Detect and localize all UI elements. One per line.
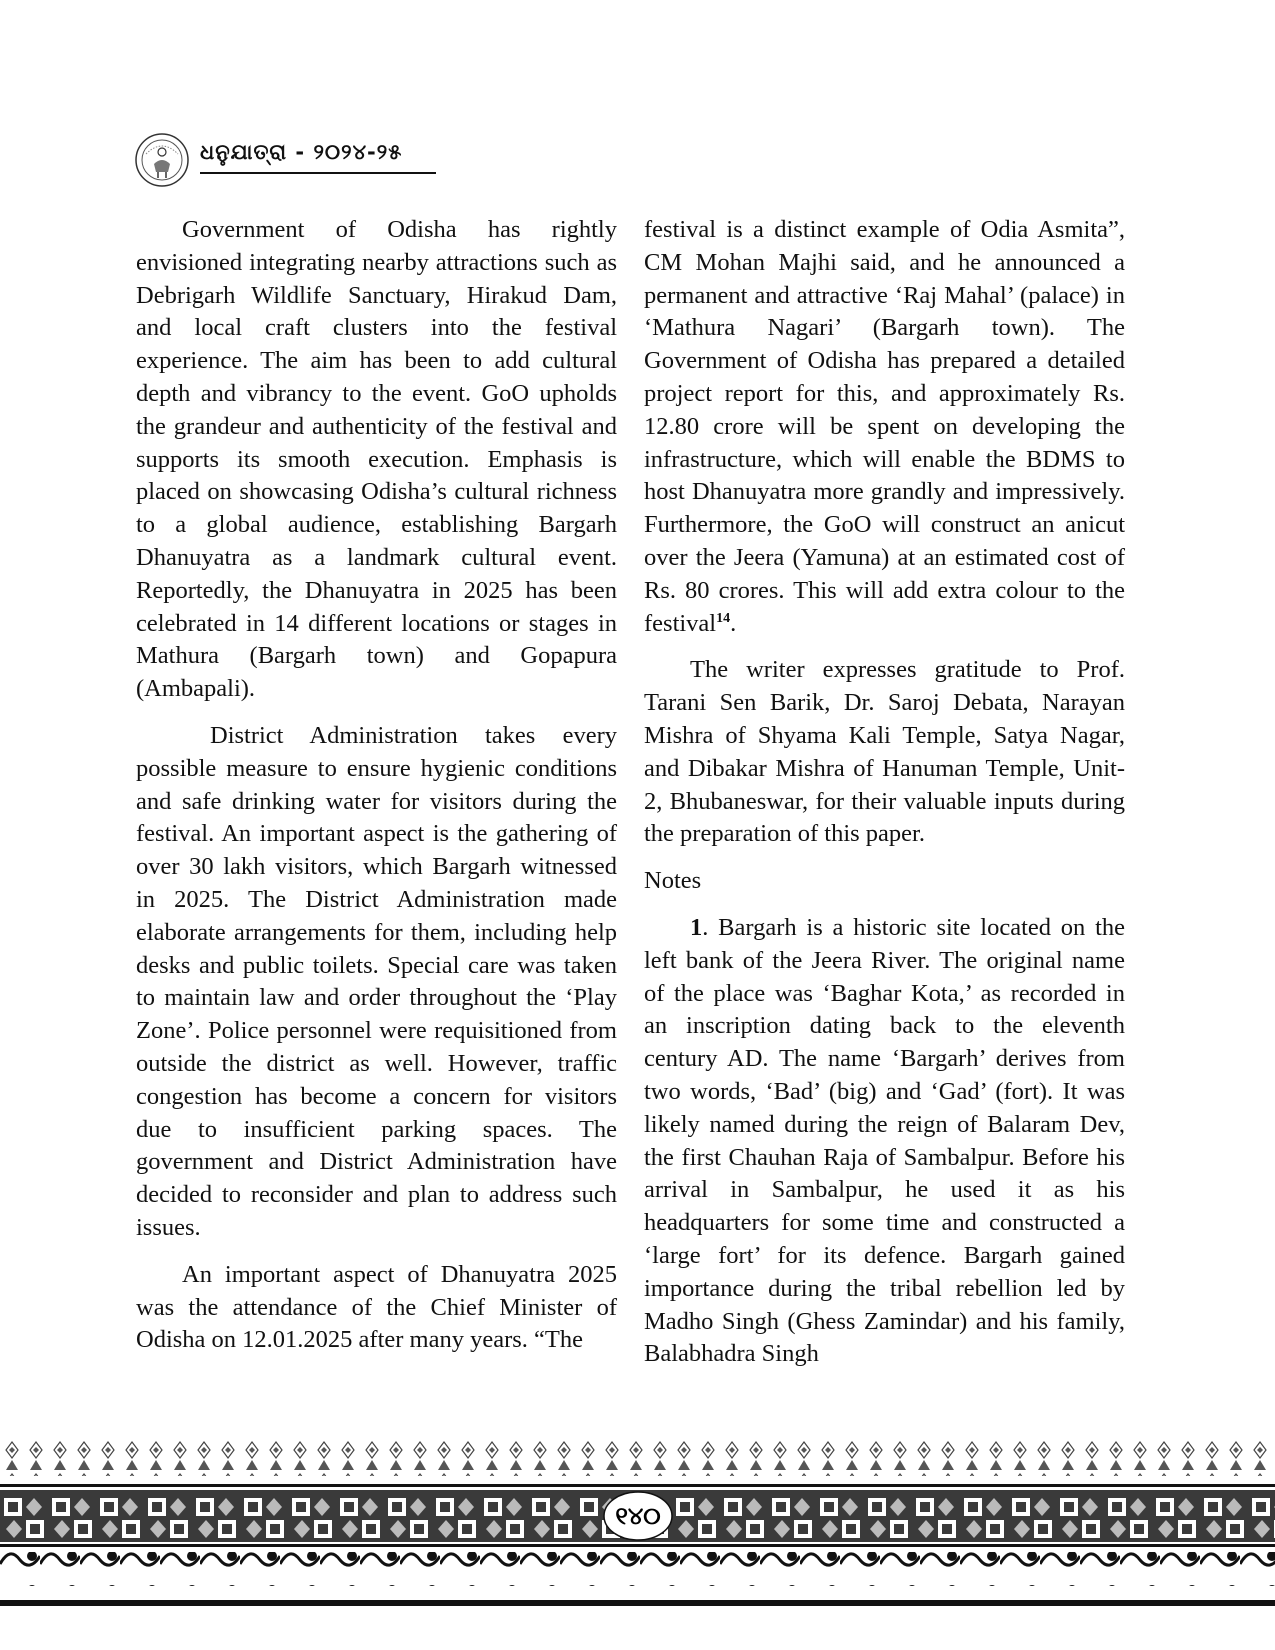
left-column	[136, 214, 617, 1371]
page-number: ୧୪୦	[615, 1502, 661, 1530]
note-number: 1	[690, 913, 703, 941]
paragraph-end: .	[730, 609, 737, 637]
notes-heading: Notes	[644, 867, 702, 895]
ikat-border-pattern	[0, 1440, 1275, 1620]
header-underline	[200, 172, 436, 174]
paragraph: The writer expresses gratitude to Prof. Tarani Sen Barik, Dr. Saroj Debata, Narayan Mishra of Shyama Kali Temple, Satya Nagar, and Dibakar Mishra of Hanuman Temple, Unit-2, Bhubaneswar, for their valuable inputs during the preparation of this paper.	[644, 656, 1125, 848]
note-item	[644, 912, 1125, 1371]
paragraph	[644, 214, 1125, 640]
paragraph: Government of Odisha has rightly envisioned integrating nearby attractions such as Debrigarh Wildlife Sanctuary, Hirakud Dam, and local craft clusters into the festival experience. The aim has been to add cultural depth and vibrancy to the event. GoO upholds the grandeur and authenticity of the festival and supports its smooth execution. Emphasis is placed on showcasing Odisha’s cultural richness to a global audience, establishing Bargarh Dhanuyatra as a landmark cultural event. Reportedly, the Dhanuyatra in 2025 has been celebrated in 14 different locations or stages in Mathura (Bargarh town) and Gopapura (Ambapali).	[136, 216, 617, 703]
paragraph: An important aspect of Dhanuyatra 2025 was the attendance of the Chief Minister of Odisha on 12.01.2025 after many years. “The	[136, 1260, 617, 1354]
journal-title: ଧନୁଯାତ୍ରା - ୨୦୨୪-୨୫	[200, 140, 403, 164]
government-seal-icon	[134, 132, 190, 188]
paragraph-text: festival is a distinct example of Odia Asmita”, CM Mohan Majhi said, and he announced a permanent and attractive ‘Raj Mahal’ (palace) in ‘Mathura Nagari’ (Bargarh town). The Government of Odisha has prepared a detailed project report for this, and approximately Rs. 12.80 crore will be spent on developing the infrastructure, which will enable the BDMS to host Dhanuyatra more grandly and impressively. Furthermore, the GoO will construct an anicut over the Jeera (Yamuna) at an estimated cost of Rs. 80 crores. This will add extra colour to the festival	[644, 216, 1125, 637]
right-column	[644, 214, 1125, 1385]
paragraph: District Administration takes every possible measure to ensure hygienic conditions and safe drinking water for visitors during the festival. An important aspect is the gathering of over 30 lakh visitors, which Bargarh witnessed in 2025. The District Administration made elaborate arrangements for them, including help desks and public toilets. Special care was taken to maintain law and order throughout the ‘Play Zone’. Police personnel were requisitioned from outside the district as well. However, traffic congestion has become a concern for visitors due to insufficient parking spaces. The government and District Administration have decided to reconsider and plan to address such issues.	[136, 721, 617, 1241]
page-header	[134, 132, 434, 188]
note-text: . Bargarh is a historic site located on the left bank of the Jeera River. The original name of the place was ‘Baghar Kota,’ as recorded in an inscription dating back to the eleventh century AD. The name ‘Bargarh’ derives from two words, ‘Bad’ (big) and ‘Gad’ (fort). It was likely named during the reign of Balaram Dev, the first Chauhan Raja of Sambalpur. Before his arrival in Sambalpur, he used it as his headquarters for some time and constructed a ‘large fort’ for its defence. Bargarh gained importance during the tribal rebellion led by Madho Singh (Ghess Zamindar) and his family, Balabhadra Singh	[644, 913, 1125, 1368]
footnote-marker: 14	[716, 610, 731, 626]
